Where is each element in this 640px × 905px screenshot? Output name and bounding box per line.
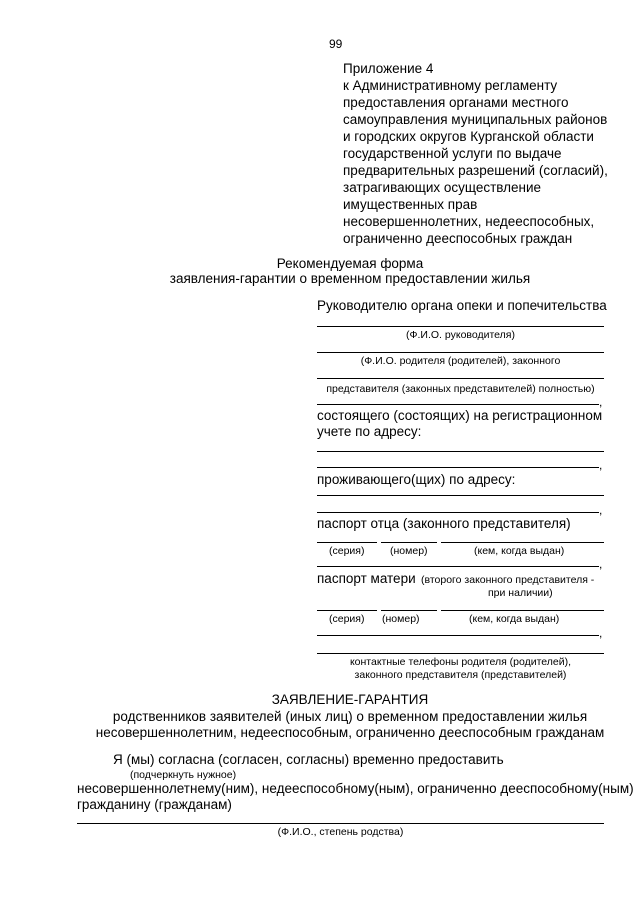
father-number-line[interactable] [381,542,437,543]
head-name-line[interactable] [317,326,604,327]
comma: , [599,395,603,409]
parent-name-line[interactable] [317,352,604,353]
form-heading-line1: Рекомендуемая форма [276,256,424,271]
comma: , [599,626,603,640]
fio-line[interactable] [77,823,604,824]
appendix-title: Приложение 4 [343,61,434,76]
appendix-line: к Административному регламенту [343,78,558,93]
appendix-line: имущественных прав [343,197,478,212]
comma: , [599,557,603,571]
registered-line1: состоящего (состоящих) на регистрационном [317,408,603,423]
mother-issued-line[interactable] [441,610,604,611]
mother-number-line[interactable] [381,610,437,611]
recipients-line2: гражданину (гражданам) [77,797,232,812]
appendix-line: затрагивающих осуществление [343,180,542,195]
comma: , [599,458,603,472]
living-label: проживающего(щих) по адресу: [317,472,516,487]
living-address-line-1[interactable] [317,495,604,496]
father-passport-label: паспорт отца (законного представителя) [317,516,571,531]
underline-hint: (подчеркнуть нужное) [130,769,237,781]
registered-address-line-1[interactable] [317,451,604,452]
appendix-line: государственной услуги по выдаче [343,146,562,161]
agree-text: Я (мы) согласна (согласен, согласны) временно предоставить [113,752,504,767]
recipients-line1: несовершеннолетнему(ним), недееспособному(ным), ограниченно дееспособному(ным) [77,781,634,796]
form-heading-line2: заявления-гарантии о временном предоставлении жилья [169,271,531,286]
appendix-line: самоуправления муниципальных районов [343,112,608,127]
father-series-line[interactable] [317,542,377,543]
page-number: 99 [329,37,343,51]
phones-hint-1: контактные телефоны родителя (родителей), [349,656,572,668]
statement-title: ЗАЯВЛЕНИЕ-ГАРАНТИЯ [271,692,429,707]
father-issued-line[interactable] [441,542,604,543]
parent-hint-2: представителя (законных представителей) полностью) [326,383,595,395]
mother-issued-hint: (кем, когда выдан) [469,613,560,625]
appendix-line: предварительных разрешений (согласий), [343,163,608,178]
living-address-line-2[interactable] [317,512,599,513]
mother-passport-label: паспорт матери [317,571,416,586]
parent-name-line-2[interactable] [317,378,604,379]
mother-number-hint: (номер) [382,613,420,625]
mother-passport-line-2[interactable] [317,635,599,636]
comma: , [599,503,603,517]
father-number-hint: (номер) [390,545,428,557]
appendix-line: и городских округов Курганской области [343,129,594,144]
mother-series-line[interactable] [317,610,377,611]
head-name-hint: (Ф.И.О. руководителя) [406,329,515,341]
father-passport-line-2[interactable] [317,566,599,567]
registered-line2: учете по адресу: [317,424,422,439]
phones-hint-2: законного представителя (представителей) [354,669,567,681]
fio-hint: (Ф.И.О., степень родства) [277,826,404,838]
appendix-line: предоставления органами местного [343,95,569,110]
parent-name-line-3[interactable] [317,404,599,405]
parent-hint-1: (Ф.И.О. родителя (родителей), законного [360,355,561,367]
phones-line[interactable] [317,653,604,654]
registered-address-line-2[interactable] [317,467,599,468]
appendix-line: ограниченно дееспособных граждан [343,231,573,246]
father-series-hint: (серия) [329,545,365,557]
mother-note-1: (второго законного представителя - [421,574,595,586]
appendix-line: несовершеннолетних, недееспособных, [343,214,595,229]
addressee-to: Руководителю органа опеки и попечительства [317,298,607,313]
statement-sub2: несовершеннолетним, недееспособным, ограниченно дееспособным гражданам [95,725,605,740]
mother-series-hint: (серия) [329,613,365,625]
statement-sub1: родственников заявителей (иных лиц) о временном предоставлении жилья [112,709,588,724]
mother-note-2: при наличии) [488,587,553,599]
father-issued-hint: (кем, когда выдан) [474,545,565,557]
